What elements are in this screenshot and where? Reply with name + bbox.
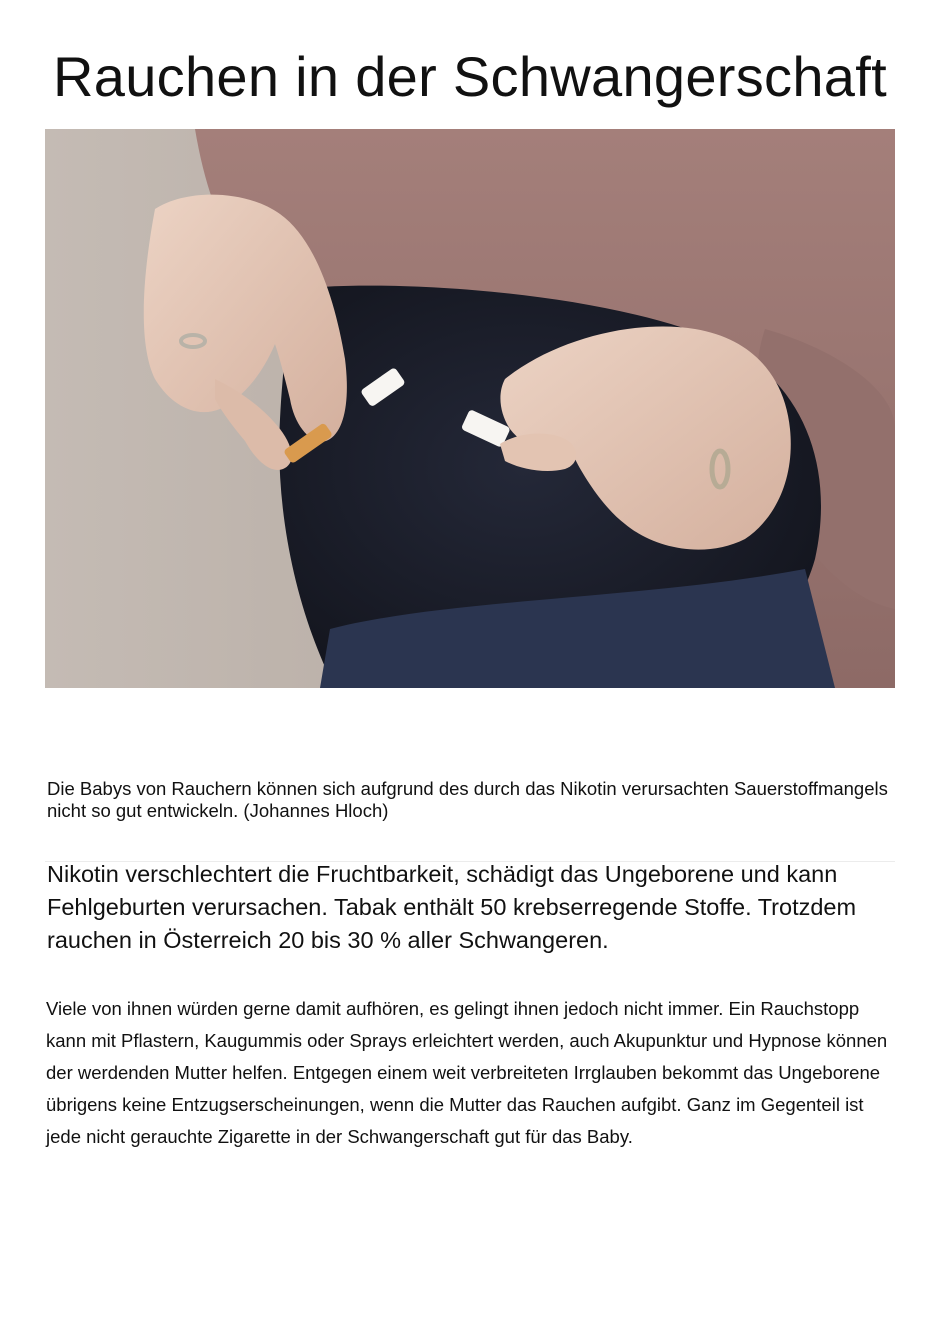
page-title: Rauchen in der Schwangerschaft <box>53 45 887 108</box>
lead-paragraph: Nikotin verschlechtert die Fruchtbarkeit, schädigt das Ungeborene und kann Fehlgeburten verursachen. Tabak enthält 50 krebserregende Stoffe. Trotzdem rauchen in Österreich 20 bis 30 % aller Schwangeren. <box>47 861 857 953</box>
article-photo <box>45 129 895 688</box>
image-caption: Die Babys von Rauchern können sich aufgrund des durch das Nikotin verursachten Sauerstoffmangels nicht so gut entwickeln. (Johannes Hloch) <box>47 778 888 821</box>
body-paragraph: Viele von ihnen würden gerne damit aufhören, es gelingt ihnen jedoch nicht immer. Ein Rauchstopp kann mit Pflastern, Kaugummis oder Sprays erleichtert werden, auch Akupunktur und Hypnose können der werdenden Mutter helfen. Entgegen einem weit verbreiteten Irrglauben bekommt das Ungeborene übrigens keine Entzugserscheinungen, wenn die Mutter das Rauchen aufgibt. Ganz im Gegenteil ist jede nicht gerauchte Zigarette in der Schwangerschaft gut für das Baby. <box>46 998 888 1147</box>
